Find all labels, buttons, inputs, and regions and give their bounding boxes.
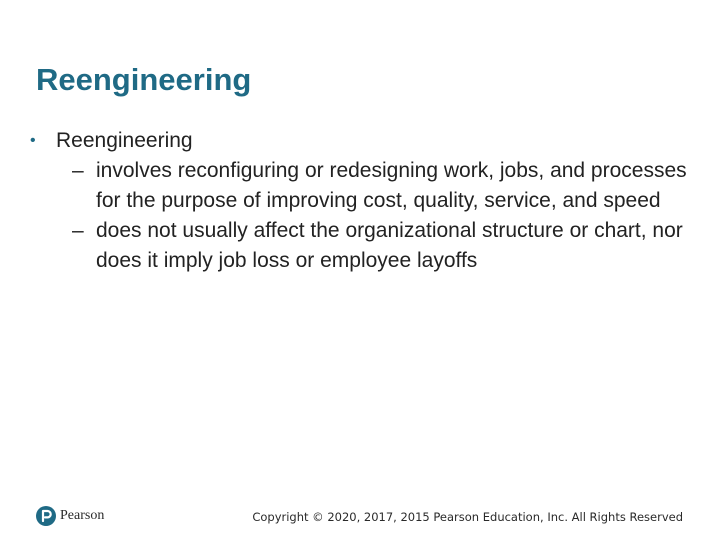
pearson-logo-text: Pearson [60, 508, 105, 523]
bullet-item [30, 126, 690, 156]
bullet-text: Reengineering [56, 129, 193, 152]
subpoint-text: does not usually affect the organizational structure or chart, nor does it imply job loss or employee layoffs [96, 219, 683, 272]
bullet-list [30, 126, 690, 276]
pearson-logo-icon [36, 506, 56, 526]
slide-title: Reengineering [36, 62, 252, 97]
dash-marker: – [72, 219, 84, 242]
copyright-notice: Copyright © 2020, 2017, 2015 Pearson Education, Inc. All Rights Reserved [252, 510, 683, 524]
subpoint-text: involves reconfiguring or redesigning work, jobs, and processes for the purpose of improving cost, quality, service, and speed [96, 159, 687, 212]
dash-marker: – [72, 159, 84, 182]
pearson-logo [36, 506, 104, 526]
subpoint-item [72, 216, 690, 276]
subpoint-item [72, 156, 690, 216]
bullet-marker: • [30, 132, 36, 149]
